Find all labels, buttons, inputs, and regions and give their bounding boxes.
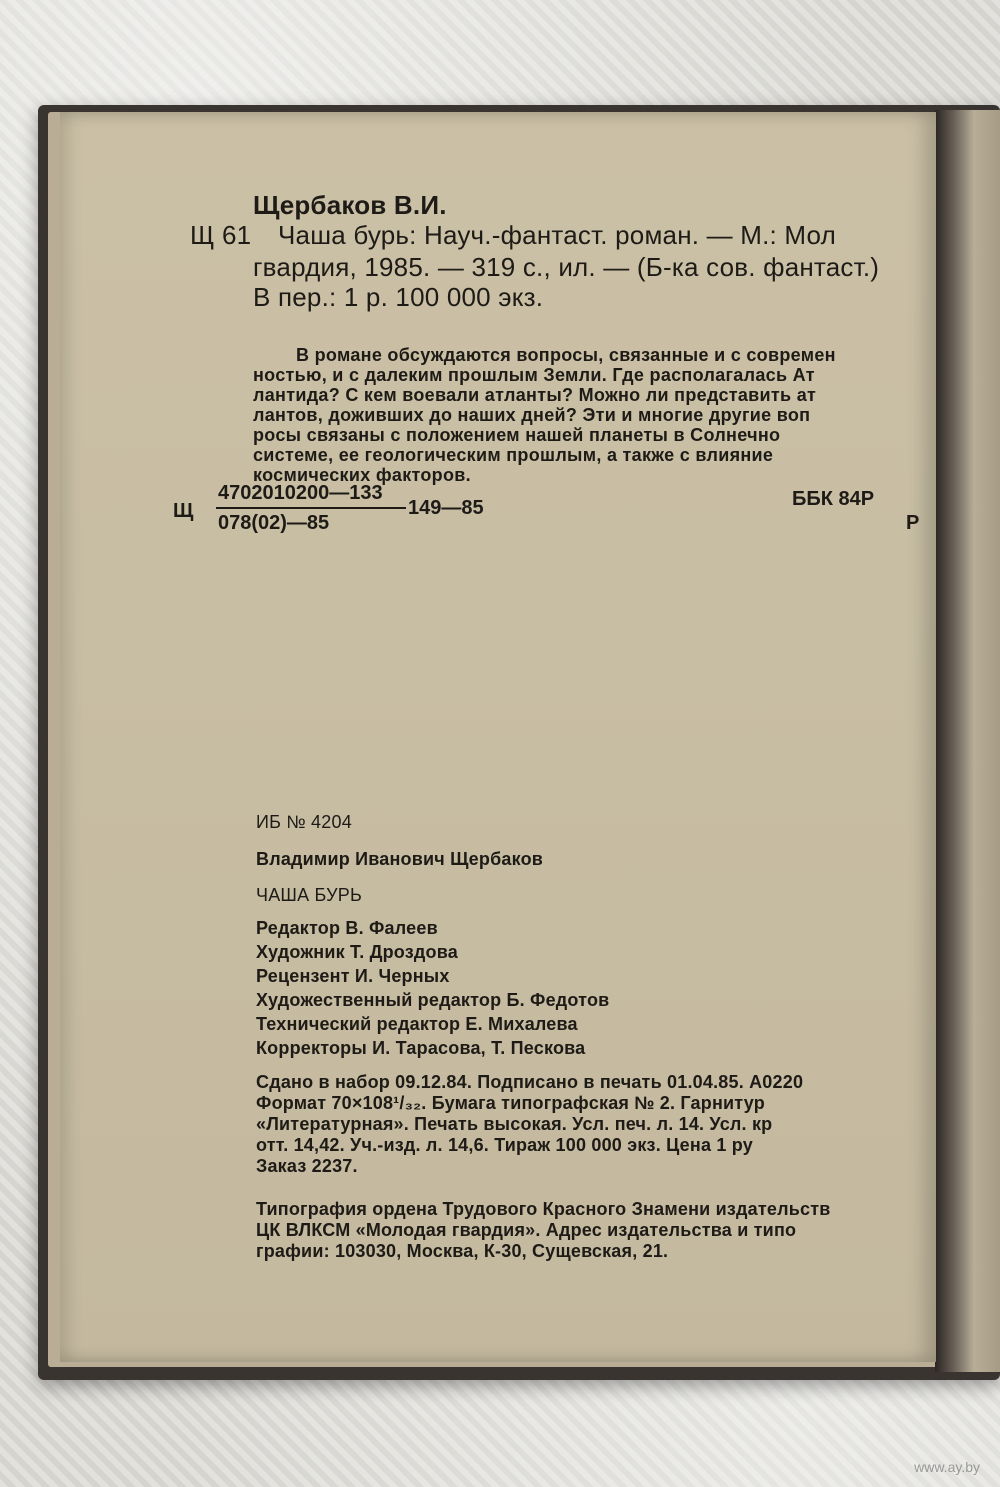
printer-line: Типография ордена Трудового Красного Знамени издательств	[256, 1199, 831, 1219]
author-full-name: Владимир Иванович Щербаков	[256, 849, 544, 869]
facing-page-edge	[935, 110, 1000, 1372]
bbk-code-second-line: Р	[906, 512, 920, 534]
printer-line: ЦК ВЛКСМ «Молодая гвардия». Адрес издательства и типо	[256, 1220, 797, 1240]
annotation-line: лантов, доживших до наших дней? Эти и многие другие воп	[253, 405, 811, 425]
classification-denominator: 078(02)—85	[218, 512, 330, 534]
printer-line: графии: 103030, Москва, К-30, Сущевская, 21.	[256, 1241, 669, 1261]
book-page	[60, 112, 936, 1362]
annotation-line: В романе обсуждаются вопросы, связанные и с современ	[296, 345, 836, 365]
ib-number: ИБ № 4204	[256, 812, 352, 832]
imprint-line: Заказ 2237.	[256, 1156, 358, 1176]
title-line-1: Чаша бурь: Науч.-фантаст. роман. — М.: Мол	[278, 220, 836, 250]
watermark-text: www.ay.by	[914, 1459, 980, 1475]
book-title-caps: ЧАША БУРЬ	[256, 885, 362, 905]
annotation-line: космических факторов.	[253, 465, 471, 485]
imprint-line: «Литературная». Печать высокая. Усл. печ. л. 14. Усл. кр	[256, 1114, 773, 1134]
credit-role: Рецензент И. Черных	[256, 966, 450, 986]
credit-role: Редактор В. Фалеев	[256, 918, 438, 938]
classification-letter: Щ	[173, 500, 194, 522]
annotation-line: лантида? С кем воевали атланты? Можно ли представить ат	[253, 385, 817, 405]
title-line-2: гвардия, 1985. — 319 с., ил. — (Б-ка сов. фантаст.)	[253, 252, 880, 282]
classification-numerator: 4702010200—133	[218, 482, 383, 504]
classification-suffix: 149—85	[408, 497, 484, 519]
credit-role: Художественный редактор Б. Федотов	[256, 990, 610, 1010]
catalog-code: Щ 61	[190, 220, 252, 250]
fraction-rule	[216, 507, 406, 509]
imprint-line: Сдано в набор 09.12.84. Подписано в печать 01.04.85. А0220	[256, 1072, 804, 1092]
title-line-3: В пер.: 1 р. 100 000 экз.	[253, 282, 544, 312]
imprint-line: Формат 70×108¹/₃₂. Бумага типографская № 2. Гарнитур	[256, 1093, 765, 1113]
annotation-line: ностью, и с далеким прошлым Земли. Где располагалась Ат	[253, 365, 815, 385]
author-heading: Щербаков В.И.	[253, 190, 447, 220]
credit-role: Корректоры И. Тарасова, Т. Пескова	[256, 1038, 586, 1058]
credit-role: Технический редактор Е. Михалева	[256, 1014, 578, 1034]
annotation-line: системе, ее геологическим прошлым, а также с влияние	[253, 445, 774, 465]
annotation-line: росы связаны с положением нашей планеты в Солнечно	[253, 425, 781, 445]
bbk-code: ББК 84Р	[792, 488, 875, 510]
credit-role: Художник Т. Дроздова	[256, 942, 458, 962]
imprint-line: отт. 14,42. Уч.-изд. л. 14,6. Тираж 100 000 экз. Цена 1 ру	[256, 1135, 753, 1155]
